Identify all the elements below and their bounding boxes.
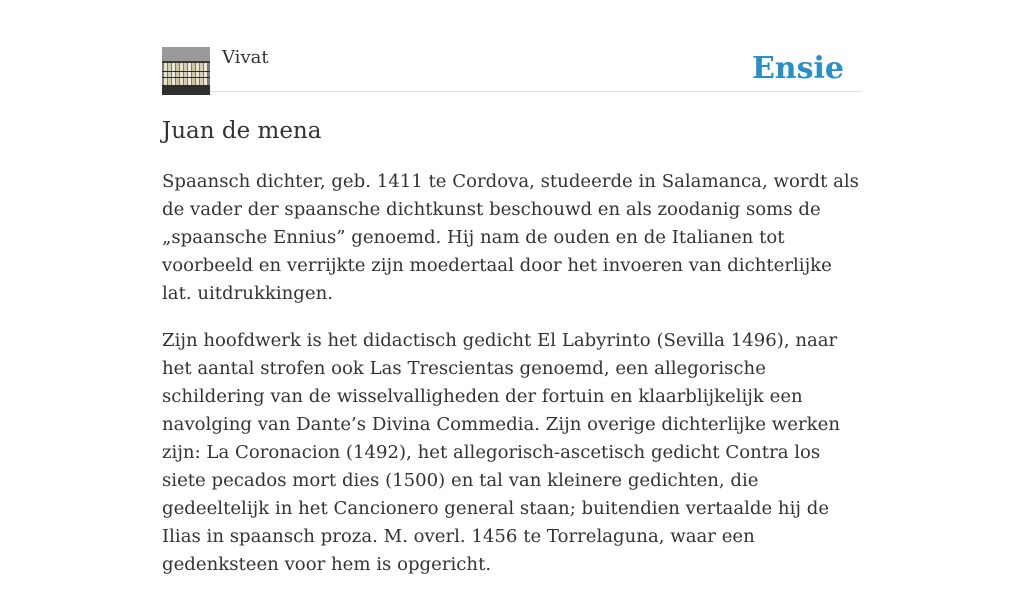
article-paragraph: Zijn hoofdwerk is het didactisch gedicht El Labyrinto (Sevilla 1496), naar het aantal strofen ook Las Trescientas genoemd, een allegorische schildering van de wisselvalligheden der fortuin en klaarblijkelijk een navolging van Dante’s Divina Commedia. Zijn overige dichterlijke werken zijn: La Coronacion (1492), het allegorisch-ascetisch gedicht Contra los siete pecados mort dies (1500) en tal van kleinere gedichten, die gedeeltelijk in het Cancionero general staan; buitendien vertaalde hij de Ilias in spaansch proza. M. overl. 1456 te Torrelaguna, waar een gedenksteen voor hem is opgericht. bbox=[162, 330, 840, 575]
article-paragraph: Spaansch dichter, geb. 1411 te Cordova, studeerde in Salamanca, wordt als de vader der spaansche dichtkunst beschouwd en als zoodanig soms de „spaansche Ennius” genoemd. Hij nam de ouden en de Italianen tot voorbeeld en verrijkte zijn moedertaal door het invoeren van dichterlijke lat. uitdrukkingen. bbox=[162, 171, 859, 304]
source-name[interactable]: Vivat bbox=[222, 47, 269, 68]
brand-logo[interactable]: Ensie bbox=[751, 51, 844, 86]
avatar-image bbox=[162, 47, 210, 95]
header bbox=[162, 46, 862, 92]
page-title: Juan de mena bbox=[162, 118, 322, 144]
bookshelf-avatar-icon[interactable] bbox=[162, 47, 210, 95]
article-body bbox=[162, 168, 862, 598]
